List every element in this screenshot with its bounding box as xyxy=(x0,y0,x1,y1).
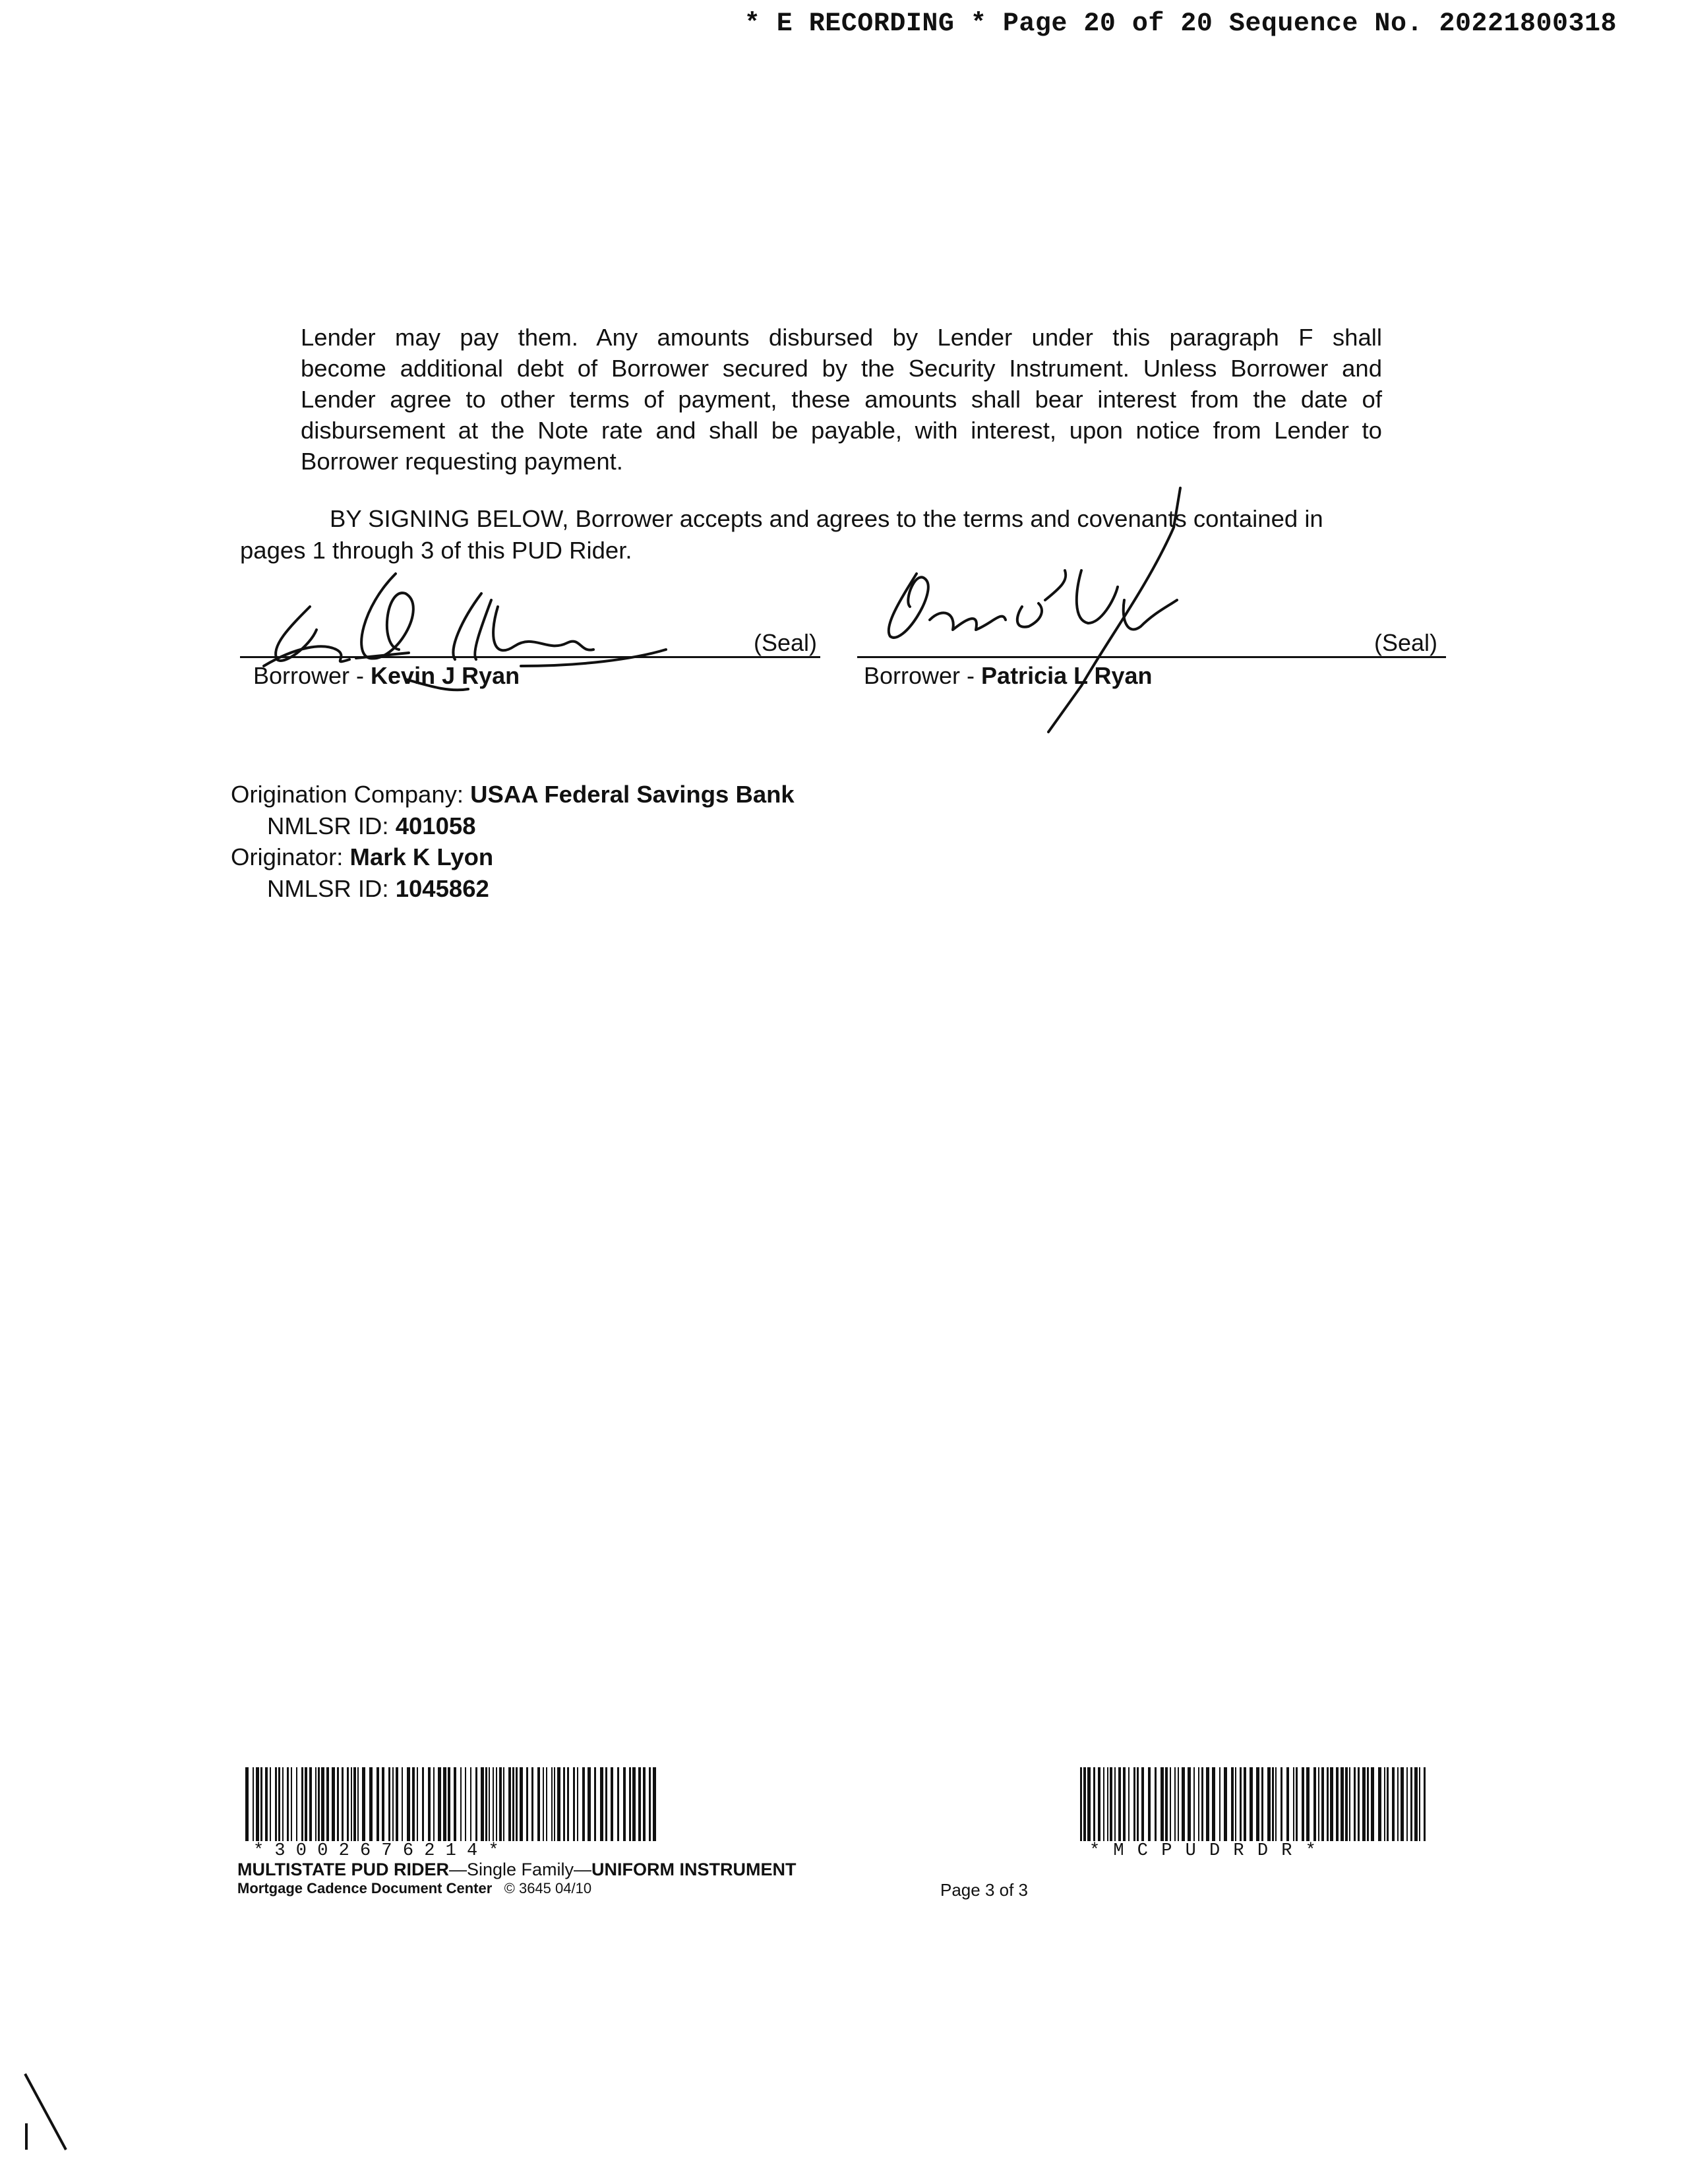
barcode-bar xyxy=(1321,1767,1324,1841)
barcode-bar xyxy=(629,1767,631,1841)
paragraph-line: become additional debt of Borrower secured by the Security Instrument. Unless Borrower and xyxy=(301,355,1382,382)
barcode-bar xyxy=(1349,1767,1350,1841)
origination-company-value: USAA Federal Savings Bank xyxy=(470,781,795,808)
barcode-bar xyxy=(1123,1767,1126,1841)
barcode-bar xyxy=(454,1767,456,1841)
barcode-bar xyxy=(278,1767,280,1841)
borrower-prefix: Borrower - xyxy=(253,662,371,689)
barcode-bar xyxy=(1182,1767,1185,1841)
barcode-bar xyxy=(1392,1767,1395,1841)
barcode-bar xyxy=(1306,1767,1310,1841)
barcode-bar xyxy=(253,1767,254,1841)
barcode-bar xyxy=(1378,1767,1381,1841)
borrower-name: Kevin J Ryan xyxy=(371,662,520,689)
barcode-bar xyxy=(1341,1767,1344,1841)
barcode-bar xyxy=(1170,1767,1171,1841)
barcode-bar xyxy=(1330,1767,1333,1841)
barcode-bar xyxy=(1286,1767,1289,1841)
barcode-bar xyxy=(1080,1767,1082,1841)
barcode-bar xyxy=(632,1767,636,1841)
origination-company xyxy=(231,781,795,808)
barcode-bar xyxy=(305,1767,307,1841)
nmlsr-label: NMLSR ID: xyxy=(267,875,396,902)
barcode-right-text: * M C P U D R D R * xyxy=(1089,1841,1317,1861)
barcode-bar xyxy=(1387,1767,1389,1841)
barcode-bar xyxy=(475,1767,477,1841)
barcode-bar xyxy=(531,1767,533,1841)
barcode-bar xyxy=(1244,1767,1246,1841)
barcode-bar xyxy=(1261,1767,1263,1841)
barcode-bar xyxy=(1256,1767,1259,1841)
barcode-bar xyxy=(265,1767,268,1841)
barcode-bar xyxy=(1133,1767,1135,1841)
barcode-bar xyxy=(1231,1767,1234,1841)
barcode-bar xyxy=(318,1767,320,1841)
signing-statement-continued: pages 1 through 3 of this PUD Rider. xyxy=(240,537,632,564)
barcode-bar xyxy=(417,1767,418,1841)
barcode-bar xyxy=(493,1767,494,1841)
barcode-bar xyxy=(1250,1767,1253,1841)
barcode-bar xyxy=(563,1767,565,1841)
barcode-bar xyxy=(1206,1767,1209,1841)
barcode-bar xyxy=(1128,1767,1130,1841)
barcode-bar xyxy=(1198,1767,1199,1841)
barcode-bar xyxy=(512,1767,514,1841)
originator xyxy=(231,843,493,871)
form-source-line xyxy=(237,1880,591,1897)
barcode-bar xyxy=(291,1767,292,1841)
barcode-bar xyxy=(653,1767,656,1841)
barcode-bar xyxy=(1118,1767,1121,1841)
barcode-bar xyxy=(1219,1767,1221,1841)
barcode-bar xyxy=(577,1767,578,1841)
form-code: © 3645 04/10 xyxy=(504,1880,592,1896)
barcode-bar xyxy=(396,1767,398,1841)
barcode-bar xyxy=(351,1767,352,1841)
barcode-bar xyxy=(282,1767,284,1841)
nmlsr-value: 401058 xyxy=(395,812,476,839)
originator-value: Mark K Lyon xyxy=(349,843,494,870)
barcode-bar xyxy=(643,1767,646,1841)
barcode-bar xyxy=(377,1767,379,1841)
form-title-middle: —Single Family— xyxy=(448,1860,592,1879)
paragraph-line: disbursement at the Note rate and shall be payable, with interest, upon notice from Lender to xyxy=(301,417,1382,444)
form-source: Mortgage Cadence Document Center xyxy=(237,1880,493,1896)
barcode-bar xyxy=(1155,1767,1157,1841)
barcode-bar xyxy=(1327,1767,1329,1841)
barcode-bar xyxy=(392,1767,394,1841)
barcode-bar xyxy=(260,1767,262,1841)
barcode-bar xyxy=(649,1767,651,1841)
barcode-bar xyxy=(1296,1767,1298,1841)
barcode-bar xyxy=(1165,1767,1168,1841)
barcode-bar xyxy=(1240,1767,1242,1841)
barcode-bar xyxy=(448,1767,450,1841)
barcode-bar xyxy=(362,1767,365,1841)
barcode-bar xyxy=(1103,1767,1104,1841)
barcode-bar xyxy=(588,1767,591,1841)
barcode-bar xyxy=(1281,1767,1282,1841)
barcode-bar xyxy=(1293,1767,1294,1841)
originator-label: Originator: xyxy=(231,843,350,870)
barcode-bar xyxy=(1224,1767,1227,1841)
form-title xyxy=(237,1860,797,1880)
barcode-bar xyxy=(1424,1767,1426,1841)
barcode-bar xyxy=(1174,1767,1176,1841)
barcode-bar xyxy=(382,1767,384,1841)
barcode-bar xyxy=(1371,1767,1374,1841)
barcode-bar xyxy=(301,1767,303,1841)
barcode-bar xyxy=(1087,1767,1091,1841)
origination-company-label: Origination Company: xyxy=(231,781,471,808)
barcode-bar xyxy=(499,1767,502,1841)
barcode-bar xyxy=(567,1767,569,1841)
barcode-bar xyxy=(1358,1767,1360,1841)
barcode-bar xyxy=(582,1767,585,1841)
barcode-bar xyxy=(611,1767,613,1841)
scan-mark xyxy=(20,2071,73,2156)
signing-statement: BY SIGNING BELOW, Borrower accepts and agrees to the terms and covenants contained in xyxy=(330,505,1323,532)
barcode-bar xyxy=(443,1767,446,1841)
seal-label-right: (Seal) xyxy=(1374,629,1438,656)
barcode-bar xyxy=(1410,1767,1412,1841)
barcode-bar xyxy=(470,1767,471,1841)
barcode-bar xyxy=(369,1767,373,1841)
barcode-bar xyxy=(275,1767,277,1841)
barcode-bar xyxy=(1313,1767,1316,1841)
signature-patricia-ryan xyxy=(864,488,1207,739)
barcode-bar xyxy=(1275,1767,1277,1841)
barcode-bar xyxy=(407,1767,410,1841)
signature-kevin-ryan xyxy=(237,567,699,699)
barcode-bar xyxy=(489,1767,490,1841)
barcode-bar xyxy=(353,1767,356,1841)
barcode-bar xyxy=(520,1767,523,1841)
paragraph-line: Lender may pay them. Any amounts disbursed by Lender under this paragraph F shall xyxy=(301,324,1382,351)
barcode-bar xyxy=(1406,1767,1408,1841)
barcode-bar xyxy=(516,1767,518,1841)
form-title-end: UNIFORM INSTRUMENT xyxy=(591,1860,797,1879)
barcode-bar xyxy=(1336,1767,1339,1841)
barcode-bar xyxy=(1114,1767,1116,1841)
barcode-bar xyxy=(1272,1767,1274,1841)
barcode-bar xyxy=(402,1767,403,1841)
barcode-bar xyxy=(438,1767,441,1841)
barcode-left-text: * 3 0 0 2 6 7 6 2 1 4 * xyxy=(253,1841,499,1861)
barcode-bar xyxy=(465,1767,466,1841)
barcode-bar xyxy=(1397,1767,1399,1841)
barcode-bar xyxy=(1419,1767,1420,1841)
barcode-bar xyxy=(600,1767,603,1841)
barcode-right xyxy=(1079,1767,1432,1844)
barcode-bar xyxy=(256,1767,259,1841)
borrower-prefix: Borrower - xyxy=(864,662,982,689)
barcode-bar xyxy=(1267,1767,1271,1841)
barcode-bar xyxy=(537,1767,540,1841)
barcode-bar xyxy=(1367,1767,1369,1841)
barcode-bar xyxy=(623,1767,626,1841)
barcode-bar xyxy=(1318,1767,1319,1841)
barcode-bar xyxy=(496,1767,497,1841)
barcode-bar xyxy=(1148,1767,1151,1841)
barcode-bar xyxy=(245,1767,249,1841)
barcode-bar xyxy=(1141,1767,1144,1841)
page-number: Page 3 of 3 xyxy=(940,1880,1028,1900)
barcode-bar xyxy=(342,1767,344,1841)
barcode-bar xyxy=(1362,1767,1366,1841)
barcode-bar xyxy=(1384,1767,1385,1841)
barcode-bar xyxy=(1093,1767,1095,1841)
barcode-bar xyxy=(485,1767,487,1841)
barcode-bar xyxy=(433,1767,435,1841)
barcode-bar xyxy=(638,1767,641,1841)
barcode-bar xyxy=(321,1767,324,1841)
barcode-bar xyxy=(1414,1767,1418,1841)
rider-paragraph xyxy=(301,322,1382,477)
barcode-bar xyxy=(1110,1767,1112,1841)
barcode-bar xyxy=(1354,1767,1356,1841)
nmlsr-value: 1045862 xyxy=(395,875,489,902)
barcode-bar xyxy=(551,1767,553,1841)
barcode-bar xyxy=(594,1767,596,1841)
paragraph-line: Lender agree to other terms of payment, these amounts shall bear interest from the date of xyxy=(301,386,1382,413)
barcode-bar xyxy=(388,1767,390,1841)
barcode-bar xyxy=(557,1767,560,1841)
barcode-left xyxy=(244,1767,666,1844)
barcode-bar xyxy=(428,1767,431,1841)
barcode-bar xyxy=(309,1767,312,1841)
barcode-bar xyxy=(412,1767,415,1841)
barcode-bar xyxy=(287,1767,289,1841)
barcode-bar xyxy=(1137,1767,1139,1841)
barcode-bar xyxy=(315,1767,316,1841)
barcode-bar xyxy=(347,1767,349,1841)
barcode-bar xyxy=(481,1767,484,1841)
barcode-bar xyxy=(617,1767,619,1841)
barcode-bar xyxy=(337,1767,339,1841)
barcode-bar xyxy=(1193,1767,1195,1841)
company-nmlsr-id xyxy=(267,812,476,840)
barcode-bar xyxy=(508,1767,511,1841)
barcode-bar xyxy=(1160,1767,1164,1841)
barcode-bar xyxy=(326,1767,329,1841)
barcode-bar xyxy=(1107,1767,1108,1841)
barcode-bar xyxy=(1188,1767,1191,1841)
barcode-bar xyxy=(554,1767,555,1841)
barcode-bar xyxy=(605,1767,607,1841)
barcode-bar xyxy=(332,1767,335,1841)
barcode-bar xyxy=(503,1767,504,1841)
barcode-bar xyxy=(546,1767,547,1841)
barcode-bar xyxy=(1302,1767,1304,1841)
barcode-bar xyxy=(422,1767,424,1841)
barcode-bar xyxy=(1401,1767,1404,1841)
barcode-bar xyxy=(1201,1767,1203,1841)
barcode-bar xyxy=(1235,1767,1236,1841)
barcode-bar xyxy=(1098,1767,1100,1841)
barcode-bar xyxy=(1345,1767,1348,1841)
paragraph-line: Borrower requesting payment. xyxy=(301,448,623,475)
barcode-bar xyxy=(543,1767,544,1841)
originator-nmlsr-id xyxy=(267,875,489,903)
barcode-bar xyxy=(573,1767,575,1841)
borrower-name: Patricia L Ryan xyxy=(981,662,1153,689)
form-title-main: MULTISTATE PUD RIDER xyxy=(237,1860,449,1879)
barcode-bar xyxy=(357,1767,359,1841)
nmlsr-label: NMLSR ID: xyxy=(267,812,396,839)
barcode-bar xyxy=(1083,1767,1086,1841)
barcode-bar xyxy=(526,1767,528,1841)
barcode-bar xyxy=(1212,1767,1215,1841)
barcode-bar xyxy=(460,1767,462,1841)
barcode-bar xyxy=(270,1767,271,1841)
barcode-bar xyxy=(1178,1767,1179,1841)
barcode-bar xyxy=(296,1767,297,1841)
seal-label-left: (Seal) xyxy=(754,629,818,656)
recording-header: * E RECORDING * Page 20 of 20 Sequence No. 20221800318 xyxy=(744,9,1617,39)
